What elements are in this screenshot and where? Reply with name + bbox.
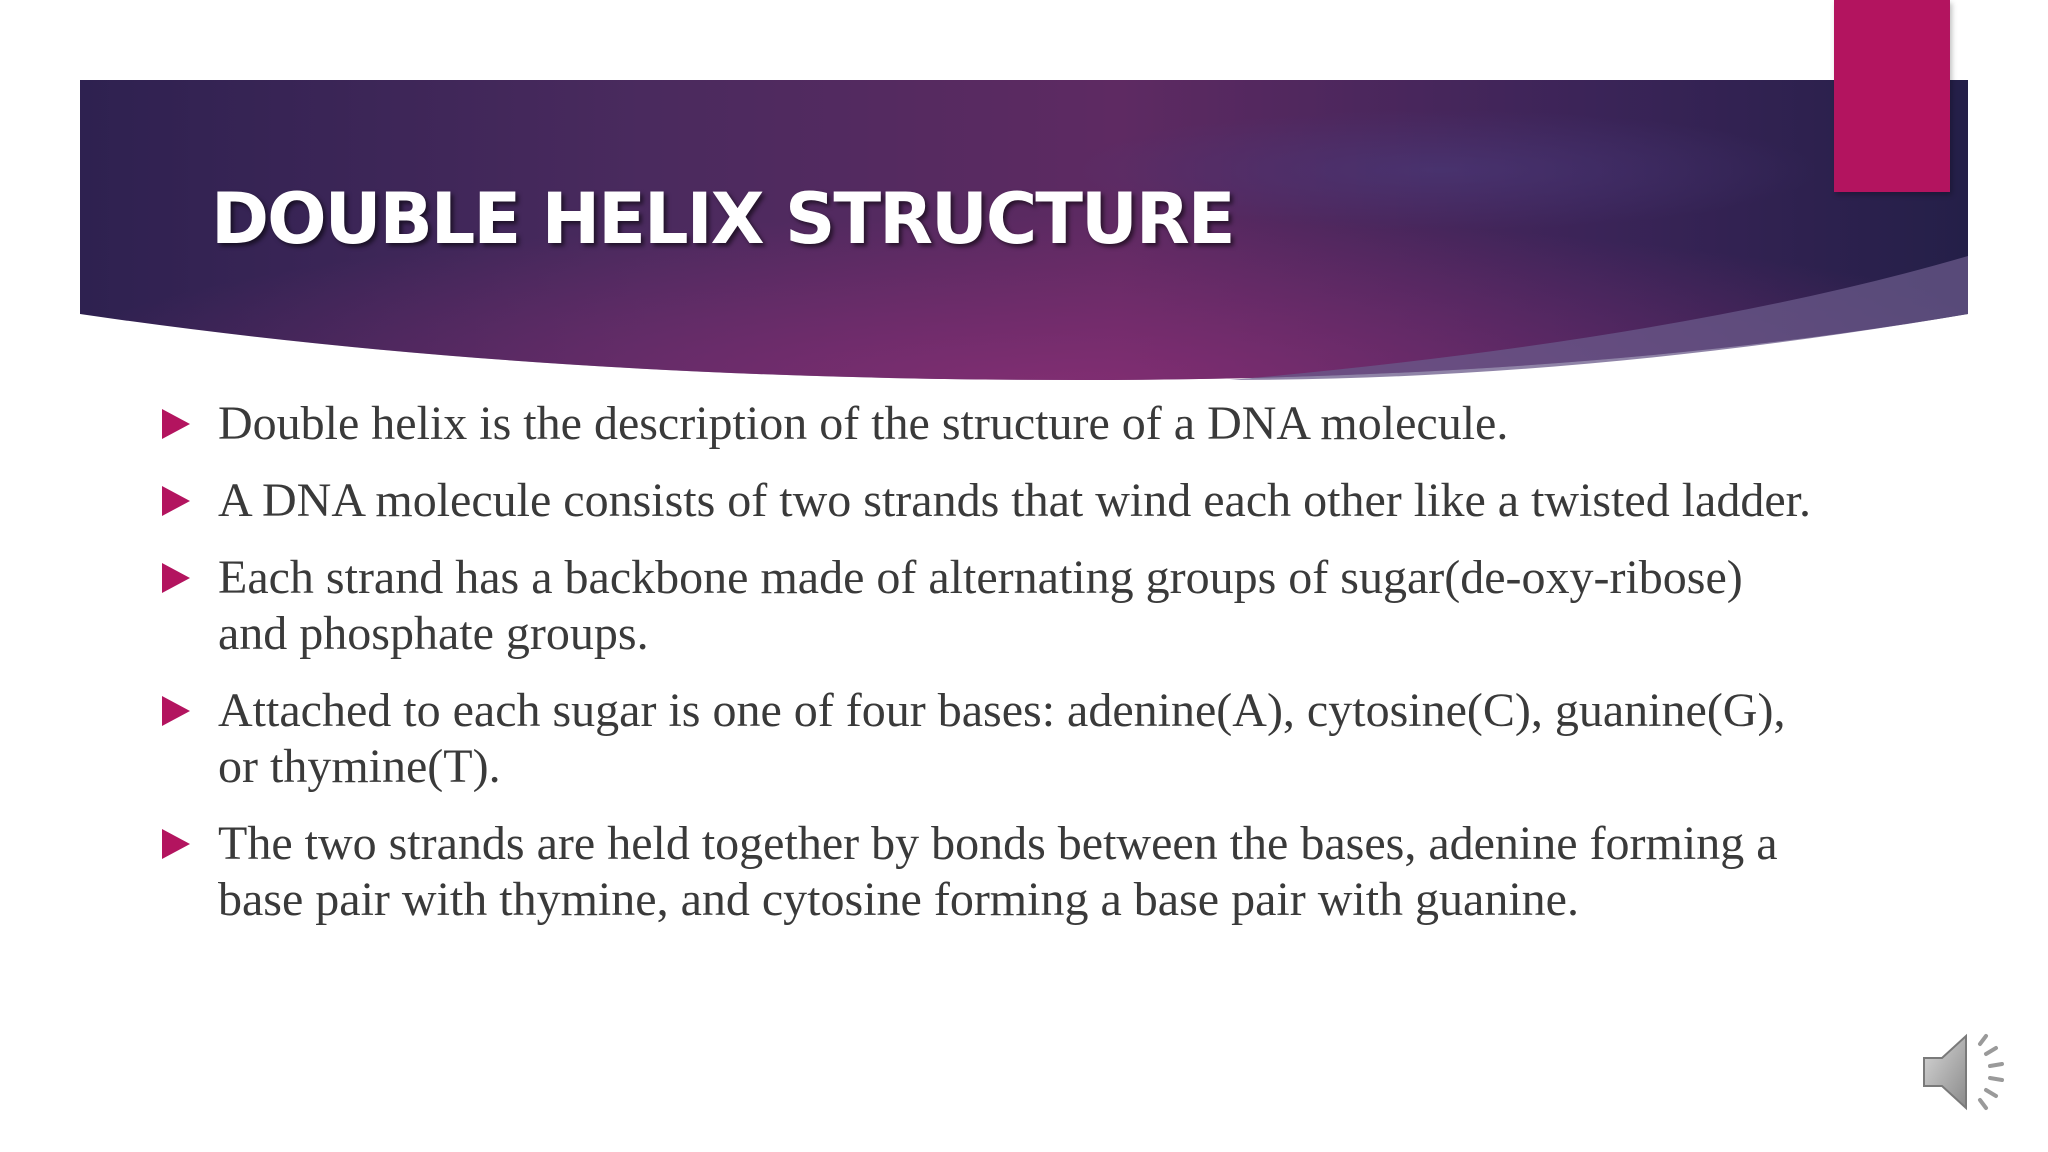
- bullet-item: [162, 683, 1812, 795]
- accent-tab: [1834, 0, 1950, 192]
- slide-title: DOUBLE HELIX STRUCTURE: [211, 178, 1234, 260]
- slide: [80, 0, 1968, 1152]
- speaker-icon[interactable]: [1916, 1024, 2012, 1120]
- bullet-text: The two strands are held together by bonds between the bases, adenine forming a base pair with thymine, and cytosine forming a base pair with guanine.: [218, 817, 1778, 926]
- triangle-bullet-icon: [162, 409, 190, 439]
- triangle-bullet-icon: [162, 563, 190, 593]
- bullet-item: [162, 550, 1812, 662]
- bullet-item: [162, 396, 1812, 452]
- triangle-bullet-icon: [162, 696, 190, 726]
- bullet-text: Attached to each sugar is one of four bases: adenine(A), cytosine(C), guanine(G), or thymine(T).: [218, 684, 1786, 793]
- triangle-bullet-icon: [162, 829, 190, 859]
- bullet-text: Each strand has a backbone made of alternating groups of sugar(de-oxy-ribose) and phosphate groups.: [218, 551, 1743, 660]
- triangle-bullet-icon: [162, 486, 190, 516]
- bullet-item: [162, 816, 1812, 928]
- bullet-text: Double helix is the description of the structure of a DNA molecule.: [218, 397, 1509, 450]
- bullet-item: [162, 473, 1812, 529]
- bullet-list: [162, 396, 1812, 949]
- bullet-text: A DNA molecule consists of two strands that wind each other like a twisted ladder.: [218, 474, 1811, 527]
